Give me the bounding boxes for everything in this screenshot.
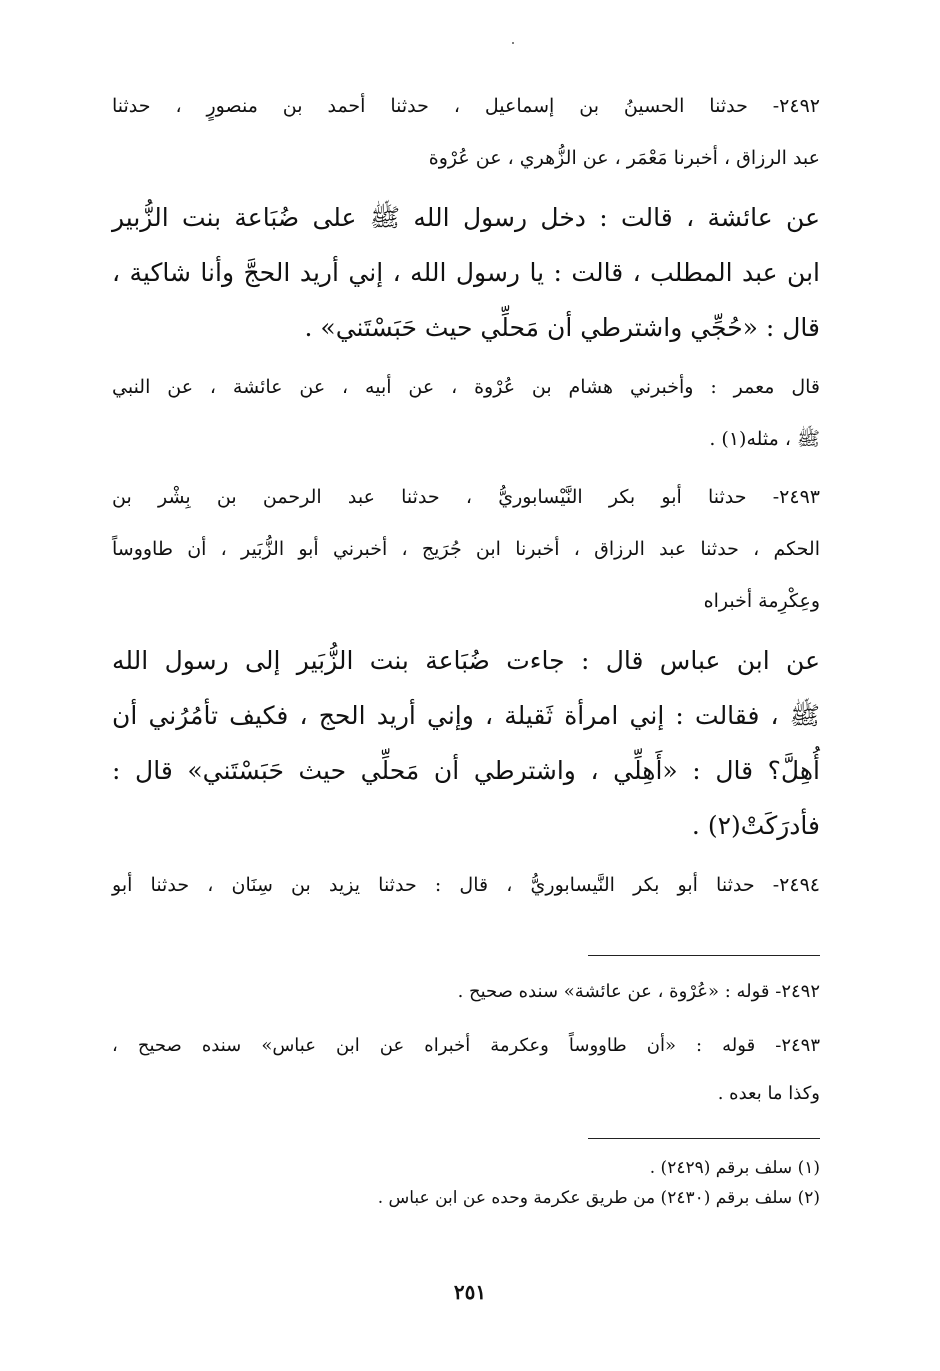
text-line: أُهِلَّ؟ قال : «أَهِلِّي ، واشترطي أن مَحلِّي حيث حَبَسْتَني» قال : — [112, 756, 820, 785]
text-line: ٢٤٩٢- حدثنا الحسينُ بن إسماعيل ، حدثنا أحمد بن منصورٍ ، حدثنا — [112, 95, 820, 117]
text-line: ﷺ ، مثله(١) . — [709, 428, 820, 450]
text-line: ٢٤٩٢- قوله : «عُرْوة ، عن عائشة» سنده صحيح . — [457, 981, 820, 1002]
text-line: عن عائشة ، قالت : دخل رسول الله ﷺ على ضُبَاعة بنت الزُّبير — [112, 203, 820, 232]
text-line: عبد الرزاق ، أخبرنا مَعْمَر ، عن الزُّهري ، عن عُرْوة — [428, 147, 820, 169]
text-line: ٢٤٩٤- حدثنا أبو بكر النَّيسابوريُّ ، قال : حدثنا يزيد بن سِنَان ، حدثنا أبو — [112, 874, 820, 896]
note-2493 — [112, 1022, 820, 1118]
hadith-2492-isnad — [112, 80, 820, 184]
notes-separator — [588, 955, 820, 956]
text-line: وكذا ما بعده . — [717, 1083, 820, 1104]
hadith-2493-isnad — [112, 471, 820, 627]
note-2492 — [112, 968, 820, 1016]
hadith-2493-matn — [112, 633, 820, 853]
text-line: فأدرَكَتْ(٢) . — [691, 811, 820, 840]
hadith-2494-isnad — [112, 859, 820, 911]
text-line: قال معمر : وأخبرني هشام بن عُرْوة ، عن أبيه ، عن عائشة ، عن النبي — [112, 376, 820, 398]
text-line: ﷺ ، فقالت : إني امرأة ثَقيلة ، وإني أريد الحج ، فكيف تأمُرُني أن — [112, 701, 820, 730]
footnote-2: (٢) سلف برقم (٢٤٣٠) من طريق عكرمة وحده عن ابن عباس . — [377, 1188, 820, 1208]
text-line: قال : «حُجِّي واشترطي أن مَحلِّي حيث حَبَسْتَني» . — [304, 313, 820, 342]
footnote-1: (١) سلف برقم (٢٤٢٩) . — [649, 1158, 820, 1178]
page-body — [112, 80, 820, 1213]
hadith-2492-mamar-note — [112, 361, 820, 465]
stray-dot — [512, 42, 514, 44]
footnotes-separator — [588, 1138, 820, 1139]
text-line: ٢٤٩٣- حدثنا أبو بكر النَّيْسابوريُّ ، حدثنا عبد الرحمن بن بِشْر بن — [112, 486, 820, 508]
page-number: ٢٥١ — [453, 1280, 487, 1304]
hadith-2492-matn — [112, 190, 820, 355]
text-line: عن ابن عباس قال : جاءت ضُبَاعة بنت الزُّبَير إلى رسول الله — [112, 646, 820, 675]
text-line: وعِكْرِمة أخبراه — [703, 590, 820, 612]
text-line: ابن عبد المطلب ، قالت : يا رسول الله ، إني أريد الحجَّ وأنا شاكية ، — [112, 258, 820, 287]
text-line: الحكم ، حدثنا عبد الرزاق ، أخبرنا ابن جُرَيج ، أخبرني أبو الزُّبَير ، أن طاووساً — [112, 538, 820, 560]
text-line: ٢٤٩٣- قوله : «أن طاووساً وعكرمة أخبراه عن ابن عباس» سنده صحيح ، — [112, 1035, 820, 1056]
